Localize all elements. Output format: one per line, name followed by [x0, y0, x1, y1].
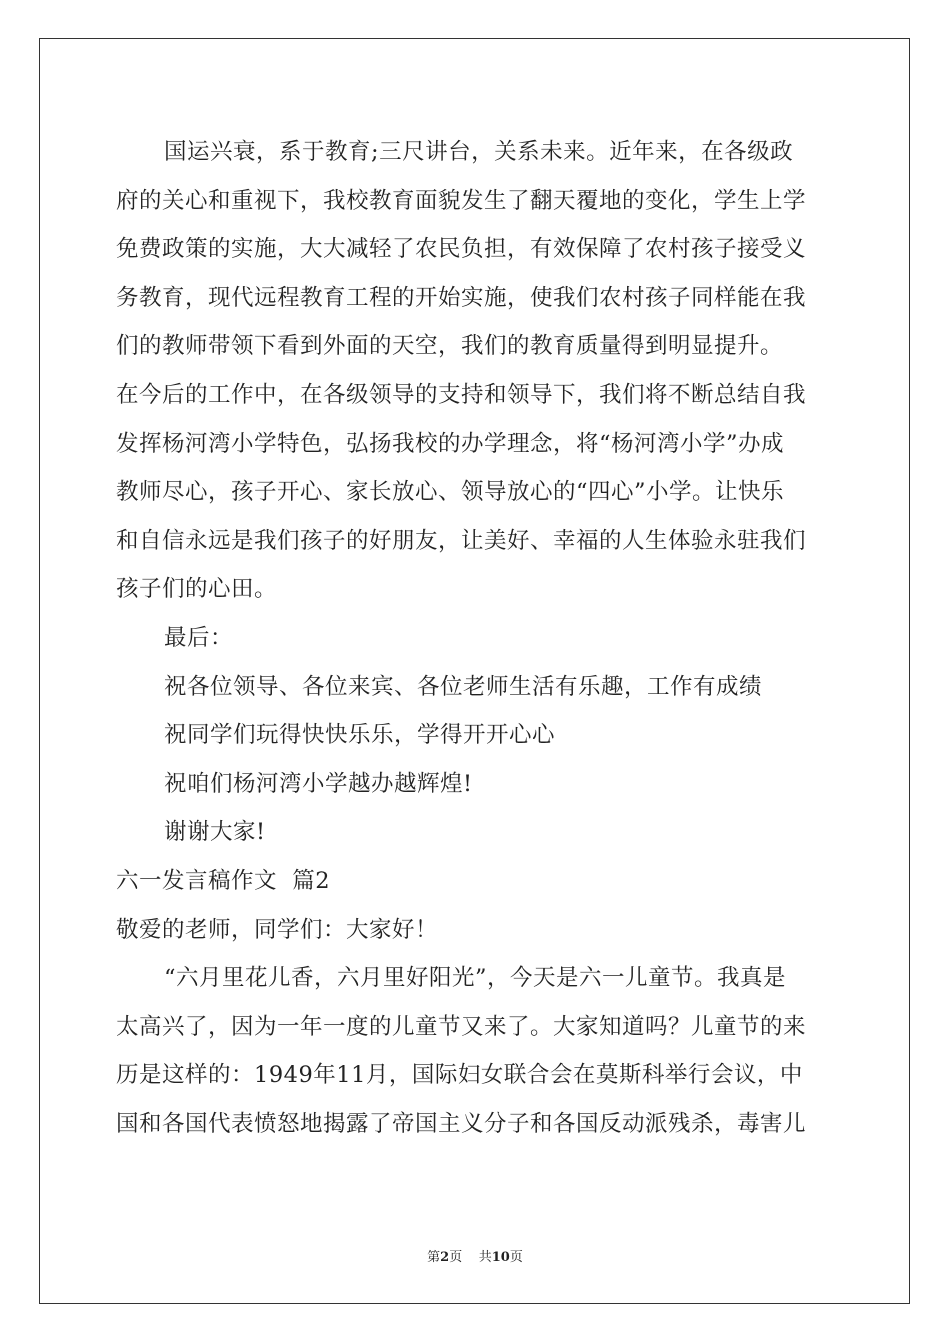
text-line: 孩子们的心田。	[116, 576, 278, 603]
total-suffix: 页	[509, 1250, 523, 1265]
closing-wish: 祝同学们玩得快快乐乐，学得开开心心	[164, 722, 556, 749]
total-pages: 10	[491, 1250, 510, 1265]
text-line: 在今后的工作中，在各级领导的支持和领导下，我们将不断总结自我	[116, 381, 807, 408]
text-line: 发挥杨河湾小学特色，弘扬我校的办学理念，将“杨河湾小学”办成	[116, 430, 785, 457]
text-line: 务教育，现代远程教育工程的开始实施，使我们农村孩子同样能在我	[116, 284, 807, 311]
text-line: 和自信永远是我们孩子的好朋友，让美好、幸福的人生体验永驻我们	[116, 527, 807, 554]
closing-wish: 祝各位领导、各位来宾、各位老师生活有乐趣，工作有成绩	[164, 673, 763, 700]
text-line: 国和各国代表愤怒地揭露了帝国主义分子和各国反动派残杀，毒害儿	[116, 1110, 807, 1137]
text-line: 们的教师带领下看到外面的天空，我们的教育质量得到明显提升。	[116, 333, 784, 360]
closing-wish: 祝咱们杨河湾小学越办越辉煌!	[164, 770, 473, 797]
text-line: 免费政策的实施，大大减轻了农民负担，有效保障了农村孩子接受义	[116, 236, 807, 263]
page-footer	[0, 1246, 950, 1265]
text-line: 教师尽心，孩子开心、家长放心、领导放心的“四心”小学。让快乐	[116, 479, 785, 506]
text-line: 历是这样的：1949年11月，国际妇女联合会在莫斯科举行会议，中	[116, 1062, 803, 1089]
page-number: 2	[440, 1250, 450, 1265]
closing-thanks: 谢谢大家!	[164, 819, 266, 846]
text-line: “六月里花儿香，六月里好阳光”，今天是六一儿童节。我真是	[164, 965, 787, 992]
closing-last: 最后：	[164, 624, 234, 651]
text-line: 国运兴衰，系于教育;三尺讲台，关系未来。近年来，在各级政	[164, 139, 794, 165]
document-body	[116, 128, 836, 1148]
text-line: 府的关心和重视下，我校教育面貌发生了翻天覆地的变化，学生上学	[116, 187, 807, 214]
page-suffix: 页	[449, 1250, 463, 1265]
greeting: 敬爱的老师，同学们：大家好！	[116, 916, 439, 943]
section-heading: 六一发言稿作文 篇2	[116, 867, 331, 894]
page-prefix: 第	[427, 1250, 441, 1265]
total-prefix: 共	[478, 1250, 492, 1265]
text-line: 太高兴了，因为一年一度的儿童节又来了。大家知道吗？儿童节的来	[116, 1013, 807, 1040]
